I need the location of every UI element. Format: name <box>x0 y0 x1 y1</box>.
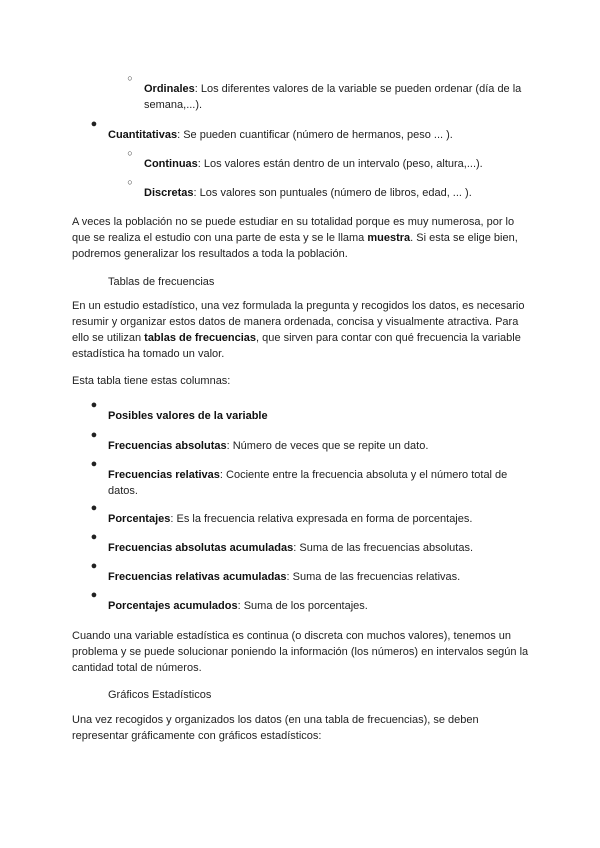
term-label: Posibles valores de la variable <box>108 410 268 422</box>
filled-bullet-icon: ● <box>90 531 98 543</box>
section-heading-graficos: Gráficos Estadísticos <box>108 689 212 701</box>
term-description: : Se pueden cuantificar (número de hermanos, peso ... ). <box>177 129 453 141</box>
list-item-text <box>108 540 528 556</box>
paragraph-tablas: En un estudio estadístico, una vez formulada la pregunta y recogidos los datos, es necesario resumir y organizar estos datos de manera ordenada, concisa y visualmente atractiva. Para ello se utilizan tablas de frecuencias, que sirven para contar con qué frecuencia la variable estadística ha tomado un valor. <box>72 300 525 360</box>
term-description: : Suma de los porcentajes. <box>237 600 368 612</box>
term-label: Porcentajes <box>108 513 171 525</box>
term-label: Porcentajes acumulados <box>108 600 238 612</box>
list-item-text <box>108 511 528 527</box>
list-item-text <box>144 81 534 113</box>
keyword-muestra: muestra <box>367 232 411 244</box>
keyword-tablas: tablas de frecuencias <box>144 332 257 344</box>
hollow-bullet-icon: ○ <box>127 177 133 187</box>
term-description: : Los diferentes valores de la variable se pueden ordenar (día de la semana,...). <box>144 83 522 111</box>
term-label: Cuantitativas <box>108 129 178 141</box>
hollow-bullet-icon: ○ <box>127 73 133 83</box>
paragraph-graficos: Una vez recogidos y organizados los datos (en una tabla de frecuencias), se deben representar gráficamente con gráficos estadísticos: <box>72 714 479 742</box>
list-item-text <box>108 127 528 143</box>
section-heading-tablas: Tablas de frecuencias <box>108 276 215 288</box>
filled-bullet-icon: ● <box>90 399 98 411</box>
list-item-text <box>108 408 528 424</box>
term-label: Frecuencias relativas acumuladas <box>108 571 287 583</box>
term-description: : Los valores son puntuales (número de libros, edad, ... ). <box>193 187 472 199</box>
list-item-text <box>108 598 528 614</box>
term-description: : Suma de las frecuencias absolutas. <box>293 542 474 554</box>
term-label: Frecuencias absolutas acumuladas <box>108 542 294 554</box>
filled-bullet-icon: ● <box>90 502 98 514</box>
filled-bullet-icon: ● <box>90 589 98 601</box>
hollow-bullet-icon: ○ <box>127 148 133 158</box>
term-label: Continuas <box>144 158 198 170</box>
term-description: : Número de veces que se repite un dato. <box>226 440 429 452</box>
term-label: Frecuencias relativas <box>108 469 220 481</box>
term-description: : Los valores están dentro de un intervalo (peso, altura,...). <box>197 158 483 170</box>
term-description: : Suma de las frecuencias relativas. <box>286 571 461 583</box>
list-item-text <box>108 467 528 499</box>
term-label: Frecuencias absolutas <box>108 440 227 452</box>
paragraph-muestra: A veces la población no se puede estudiar en su totalidad porque es muy numerosa, por lo que se realiza el estudio con una parte de esta y se le llama muestra. Si esta se elige bien, podremos generalizar los resultados a toda la población. <box>72 216 518 260</box>
filled-bullet-icon: ● <box>90 429 98 441</box>
term-label: Ordinales <box>144 83 195 95</box>
filled-bullet-icon: ● <box>90 560 98 572</box>
term-description: : Es la frecuencia relativa expresada en forma de porcentajes. <box>170 513 473 525</box>
list-item-text <box>144 185 534 201</box>
paragraph-columnas: Esta tabla tiene estas columnas: <box>72 375 231 387</box>
paragraph-intervalos: Cuando una variable estadística es continua (o discreta con muchos valores), tenemos un problema y se puede solucionar poniendo la información (los números) en intervalos según la cantidad total de números. <box>72 630 529 674</box>
list-item-text <box>108 438 528 454</box>
filled-bullet-icon: ● <box>90 118 98 130</box>
list-item-text <box>144 156 534 172</box>
filled-bullet-icon: ● <box>90 458 98 470</box>
term-label: Discretas <box>144 187 194 199</box>
list-item-text <box>108 569 528 585</box>
term-description: : Cociente entre la frecuencia absoluta y el número total de datos. <box>108 469 508 497</box>
